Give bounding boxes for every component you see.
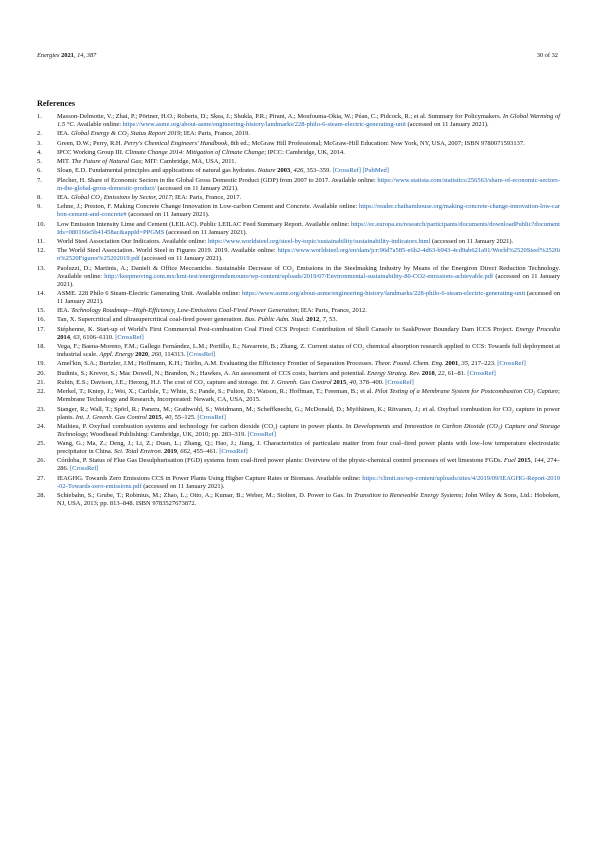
reference-item <box>37 265 560 289</box>
reference-italic-text: In Global Warming of 1.5 °C <box>57 113 560 128</box>
reference-text: Budinis, S.; Krevor, S.; Mac Dowell, N.; Brandon, N.; Hawkes, A. An assessment of CCS costs, barriers and potential. <box>57 369 368 377</box>
reference-text: World Steel Association Our Indicators. Available online: <box>57 237 208 245</box>
reference-text: Schiebahn, S.; Grube, T.; Robinius, M.; Zhao, L.; Otto, A.; Kumar, B.; Weber, M.; Stolten, D. Power to Gas. In <box>57 492 355 500</box>
reference-year: 2015 <box>517 457 531 465</box>
reference-italic-text: Energy Strateg. Rev. <box>367 369 421 377</box>
reference-text: , <box>319 316 323 324</box>
crossref-link[interactable]: [CrossRef] <box>197 413 226 421</box>
journal-name: Energies <box>37 52 60 59</box>
reference-text: ; IEA: Paris, France, 2017. <box>171 194 242 202</box>
crossref-link[interactable]: [CrossRef] <box>467 369 496 377</box>
reference-number: 23. <box>37 405 46 413</box>
reference-item <box>37 130 560 138</box>
reference-number: 25. <box>37 440 46 448</box>
reference-item <box>37 140 560 148</box>
reference-text: ASME. 228 Philo 6 Steam-Electric Generating Unit. Available online: <box>57 289 242 297</box>
reference-text: , <box>290 167 294 175</box>
reference-item <box>37 379 560 387</box>
reference-number: 4. <box>37 148 42 156</box>
reference-text: IEA. <box>57 307 72 315</box>
reference-url-link[interactable]: http://keepmoving.com.mx/kmt-test/energirondemouno/wp-content/uploads/2019/07/Environmental-sustainability-80-CO2-emissions-achievable.pdf <box>104 272 494 280</box>
reference-item <box>37 440 560 456</box>
reference-item <box>37 247 560 263</box>
reference-text: , 61–81. <box>444 369 468 377</box>
reference-italic-text: Nature <box>257 167 276 175</box>
reference-text: ; Membrane Technology and Research, Incorporated: Newark, CA, USA, 2015. <box>57 388 560 404</box>
reference-number: 19. <box>37 360 46 368</box>
reference-item <box>37 149 560 157</box>
reference-italic-text: Fuel <box>503 457 516 465</box>
reference-italic-text: 144 <box>533 457 544 465</box>
reference-number: 3. <box>37 139 42 147</box>
reference-italic-text: Pilot Testing of a Membrane System for Postcombustion CO₂ Capture <box>374 388 559 396</box>
reference-number: 24. <box>37 422 46 430</box>
reference-text: , <box>458 360 462 368</box>
reference-year: 2012 <box>306 316 320 324</box>
reference-number: 6. <box>37 167 42 175</box>
reference-url-link[interactable]: https://ec.europa.eu/research/participants/documents/downloadPublic?documentIds=080166e5b41458ac&appId=PPGMS <box>57 220 560 236</box>
reference-italic-text: 662 <box>180 448 190 456</box>
reference-text: ; IEA: Paris, France, 2019. <box>180 130 250 138</box>
reference-number: 26. <box>37 457 46 465</box>
reference-italic-text: 35 <box>461 360 468 368</box>
reference-url-link[interactable]: https://www.worldsteel.org/steel-by-topic/sustainability/sustainability-indicators.html <box>208 237 431 245</box>
reference-item <box>37 326 560 342</box>
reference-italic-text: 63 <box>73 333 80 341</box>
reference-number: 20. <box>37 369 46 377</box>
reference-italic-text: Int. J. Greenh. Gas Control <box>75 413 147 421</box>
reference-italic-text: Theor. Found. Chem. Eng. <box>374 360 444 368</box>
reference-italic-text: Developments and Innovation in Carbon Dioxide (CO₂) Capture and Storage Technology <box>57 422 560 438</box>
reference-number: 15. <box>37 307 46 315</box>
reference-item <box>37 388 560 404</box>
reference-year: 2003 <box>277 167 291 175</box>
reference-number: 11. <box>37 237 45 245</box>
reference-text: (accessed on 11 January 2021). <box>126 211 210 219</box>
reference-item <box>37 343 560 359</box>
reference-text: Mathieu, P. Oxyfuel combustion systems and technology for carbon dioxide (CO₂) capture in power plants. In <box>57 422 354 430</box>
reference-text: IEAGHG. Towards Zero Emissions CCS in Power Plants Using Higher Capture Rates or Biomass. Available online: <box>57 474 363 482</box>
reference-year: 2015 <box>148 413 162 421</box>
reference-item <box>37 475 560 491</box>
reference-text: IEA. <box>57 130 72 138</box>
reference-text: , 378–400. <box>356 378 386 386</box>
reference-text: ; IEA: Paris, France, 2012. <box>297 307 367 315</box>
reference-text: , <box>161 413 165 421</box>
crossref-link[interactable]: [CrossRef] <box>70 465 99 473</box>
reference-text: Vega, F.; Baena-Moreno, F.M.; Gallego Fernández, L.M.; Portillo, E.; Navarrete, B.; Zhang, Z. Current status of CO₂ chemical absorption research applied to CCS: Towards full deployment at industrial scale. <box>57 343 560 359</box>
reference-text: ; MIT: Cambridge, MA, USA, 2011. <box>141 158 237 166</box>
reference-text: (accessed on 11 January 2021). <box>57 289 560 305</box>
reference-text: (accessed on 11 January 2021). <box>139 255 223 263</box>
reference-text: (accessed on 11 January 2021). <box>57 272 560 288</box>
reference-text: , 8th ed.; McGraw Hill Professional; McGraw-Hill Education: New York, NY, USA, 2007; ISBN 9780071593137. <box>227 139 525 147</box>
reference-italic-text: Technology Roadmap—High-Efficiency, Low-Emissions Coal-Fired Power Generation <box>71 307 298 315</box>
reference-number: 17. <box>37 325 46 333</box>
reference-text: Plecher, H. Share of Economic Sectors in the Global Gross Domestic Product (GDP) from 2007 to 2017. Available online: <box>57 176 378 184</box>
reference-text: ; IPCC: Cambridge, UK, 2014. <box>264 148 345 156</box>
reference-item <box>37 370 560 378</box>
reference-item <box>37 406 560 422</box>
reference-item <box>37 316 560 324</box>
reference-italic-text: 40 <box>349 378 357 386</box>
crossref-link[interactable]: [CrossRef] <box>385 378 414 386</box>
reference-text: Rubin, E.S.; Davison, J.E.; Herzog, H.J. The cost of CO₂ capture and storage. <box>57 378 261 386</box>
reference-number: 18. <box>37 343 46 351</box>
reference-text: Amel'kin, S.A.; Burtzler, J.M.; Hoffmann, K.H.; Tsirlin, A.M. Evaluating the Efficiency Frontier of Separation Processes. <box>57 360 375 368</box>
reference-number: 16. <box>37 316 46 324</box>
reference-item <box>37 457 560 473</box>
reference-text: Stanger, R.; Wall, T.; Spörl, R.; Paneru, M.; Grathwohl, S.; Weidmann, M.; Scheffknecht, G.; McDonald, D.; Myöhänen, K.; Ritvanen, J.; et al. Oxyfuel combustion for CO₂ capture in power plants. <box>57 405 560 421</box>
reference-item <box>37 113 560 129</box>
reference-number: 10. <box>37 220 46 228</box>
reference-item <box>37 290 560 306</box>
reference-number: 1. <box>37 113 42 120</box>
reference-item <box>37 238 560 246</box>
reference-year: 2015 <box>333 378 347 386</box>
reference-text: , 6106–6110. <box>79 333 116 341</box>
crossref-link[interactable]: [PubMed] <box>362 167 389 175</box>
reference-number: 27. <box>37 474 46 482</box>
journal-year: 2021 <box>61 52 74 59</box>
reference-text: Green, D.W.; Perry, R.H. <box>57 139 124 147</box>
reference-text: , <box>148 351 152 359</box>
reference-text: IEA. <box>57 194 72 202</box>
reference-url-link[interactable]: https://www.statista.com/statistics/256563/share-of-economic-sectors-in-the-global-gross-domestic-product/ <box>57 176 560 192</box>
reference-text: Wang, G.; Ma, Z.; Deng, J.; Li, Z.; Duan, L.; Zhang, Q.; Hao, J.; Jiang, J. Characteristics of particulate matter from four coal–fired power plants with low–low temperature electrostatic precipitator in China. <box>57 440 560 456</box>
reference-text: Stéphenne, K. Start-up of World's First Commercial Post-combustion Coal Fired CCS Project: Contribution of Shell Cansolv to SaskPower Boundary Dam ICCS Project. <box>57 325 516 333</box>
reference-text: , 274–286. <box>57 457 560 473</box>
reference-text: (accessed on 11 January 2021). <box>405 121 489 128</box>
reference-item <box>37 194 560 202</box>
reference-italic-text: 40 <box>164 413 172 421</box>
reference-italic-text: 426 <box>293 167 304 175</box>
reference-url-link[interactable]: https://reader.chathamhouse.org/making-concrete-change-innovation-low-carbon-cement-and-concrete# <box>57 203 560 219</box>
crossref-link[interactable]: [CrossRef] <box>497 360 526 368</box>
reference-number: 7. <box>37 176 42 184</box>
reference-item <box>37 423 560 439</box>
reference-text: Lehne, J.; Preston, F. Making Concrete Change Innovation in Low-carbon Cement and Concrete. Available online: <box>57 203 360 211</box>
reference-italic-text: 22 <box>438 369 445 377</box>
reference-text: (accessed on 11 January 2021). <box>155 184 239 192</box>
reference-item <box>37 360 560 368</box>
reference-text: , 55–125. <box>171 413 198 421</box>
reference-url-link[interactable]: https://www.asme.org/about-asme/engineering-history/landmarks/228-philo-6-steam-electric-generating-unit <box>241 289 526 297</box>
reference-url-link[interactable]: https://www.asme.org/about-asme/engineering-history/landmarks/228-philo-6-steam-electric-generating-unit <box>122 121 406 128</box>
reference-item <box>37 177 560 193</box>
reference-text: Low Emission Intensity Lime and Cement (LEILAC). Public LEILAC Feed Summary Report. Available online: <box>57 220 351 228</box>
reference-item <box>37 167 560 175</box>
reference-text: , 455–461. <box>189 448 220 456</box>
reference-text: Merkel, T.; Kniep, J.; Wei, X.; Carlisle, T.; White, S.; Pande, S.; Fulton, D.; Watson, R.; Hoffman, T.; Freeman, B.; et al. <box>57 388 375 396</box>
reference-italic-text: Climate Change 2014: Mitigation of Climate Change <box>125 148 265 156</box>
reference-italic-text: Appl. Energy <box>99 351 134 359</box>
reference-italic-text: Energy Procedia <box>515 325 560 333</box>
reference-url-link[interactable]: https://www.worldsteel.org/en/dam/jcr:96d7a585-e6b2-4d63-b943-4cd9ab621a91/World%2520Steel%2520in%2520Figures%25202019.pdf <box>57 247 560 263</box>
reference-italic-text: Perry's Chemical Engineers' Handbook <box>123 139 228 147</box>
reference-number: 5. <box>37 158 42 166</box>
reference-text: , <box>70 333 74 341</box>
reference-text: , <box>346 378 350 386</box>
reference-item <box>37 203 560 219</box>
reference-text: ; Woodhead Publishing: Cambridge, UK, 2010; pp. 283–319. <box>86 430 248 438</box>
reference-url-link[interactable]: https://climit.no/wp-content/uploads/sites/4/2019/09/IEAGHG-Report-2019-02-Towards-zero-emissions.pdf <box>57 474 560 490</box>
reference-year: 2018 <box>421 369 435 377</box>
reference-year: 2020 <box>135 351 149 359</box>
reference-number: 2. <box>37 130 42 138</box>
crossref-link[interactable]: [CrossRef] <box>186 351 216 359</box>
reference-year: 2001 <box>445 360 459 368</box>
reference-italic-text: Bus. Public Adm. Stud. <box>244 316 305 324</box>
reference-text: (accessed on 11 January 2021). <box>164 228 248 236</box>
reference-item <box>37 492 560 508</box>
reference-text: , <box>176 448 181 456</box>
crossref-link[interactable]: [CrossRef] <box>332 167 361 175</box>
reference-italic-text: Global CO₂ Emissions by Sector, 2017 <box>71 194 172 202</box>
reference-text: ; John Wiley & Sons, Ltd.: Hoboken, NJ, USA, 2013; pp. 813–848. ISBN 9783527673872. <box>57 492 561 508</box>
running-header <box>37 51 558 61</box>
reference-italic-text: 7 <box>322 316 326 324</box>
crossref-link[interactable]: [CrossRef] <box>115 333 144 341</box>
journal-citation <box>37 51 96 61</box>
journal-volume: , 14, 387 <box>73 52 97 59</box>
reference-year: 2019 <box>163 448 177 456</box>
reference-text: , <box>434 369 439 377</box>
reference-italic-text: 260 <box>151 351 162 359</box>
reference-text: , <box>530 457 534 465</box>
reference-italic-text: Global Energy & CO₂ Status Report 2019 <box>71 130 181 138</box>
reference-text: IPCC Working Group III. <box>57 148 126 156</box>
reference-text: , 217–223. <box>468 360 498 368</box>
reference-number: 21. <box>37 378 46 386</box>
reference-item <box>37 221 560 237</box>
references-heading: References <box>37 99 76 108</box>
reference-italic-text: The Future of Natural Gas <box>71 158 142 166</box>
reference-italic-text: Int. J. Greenh. Gas Control <box>260 378 332 386</box>
reference-text: , 114313. <box>161 351 187 359</box>
reference-text: , 53. <box>325 316 338 324</box>
reference-item <box>37 307 560 315</box>
reference-text: , 353–359. <box>303 167 333 175</box>
reference-text: Sloan, E.D. Fundamental principles and applications of natural gas hydrates. <box>57 167 258 175</box>
reference-number: 9. <box>37 203 42 211</box>
crossref-link[interactable]: [CrossRef] <box>219 448 248 456</box>
reference-italic-text: Transition to Renewable Energy Systems <box>354 492 462 500</box>
reference-number: 13. <box>37 264 46 272</box>
reference-list <box>37 113 560 509</box>
reference-year: 2014 <box>57 333 70 341</box>
reference-text: Masson-Delmotte, V.; Zhai, P.; Pörtner, H.O.; Roberts, D.; Skea, J.; Shukla, P.R.; Pirani, A.; Moufouma-Okia, W.; Péan, C.; Pidcock, R.; et al. Summary for Policymakers. <box>57 113 503 120</box>
reference-text: Tan, X. Supercritical and ultrasupercritical coal-fired power generation. <box>57 316 245 324</box>
reference-number: 12. <box>37 247 46 255</box>
reference-text: Córdoba, P. Status of Flue Gas Desulphurisation (FGD) systems from coal-fired power plants: Overview of the physic-chemical control processes of wet limestone FGDs. <box>57 457 504 465</box>
reference-number: 8. <box>37 194 42 202</box>
page-number: 30 of 32 <box>536 52 558 59</box>
reference-text: (accessed on 11 January 2021). <box>141 482 225 490</box>
reference-text: MIT. <box>57 158 72 166</box>
reference-number: 22. <box>37 388 46 396</box>
reference-number: 28. <box>37 492 46 500</box>
reference-item <box>37 158 560 166</box>
reference-text: . Available online: <box>73 121 123 128</box>
reference-text: The World Steel Association. World Steel in Figures 2019. 2019. Available online: <box>57 247 278 255</box>
reference-text: (accessed on 11 January 2021). <box>430 237 514 245</box>
crossref-link[interactable]: [CrossRef] <box>247 430 277 438</box>
reference-italic-text: Sci. Total Environ. <box>114 448 163 456</box>
reference-number: 14. <box>37 289 46 297</box>
reference-text: Paoluzzi, D.; Martinis, A.; Danieli & Office Meccaniche. Sustainable Decrease of CO₂ Emissions in the Steelmaking Industry by Means of the Energiron Direct Reduction Technology. Available online: <box>57 264 560 280</box>
